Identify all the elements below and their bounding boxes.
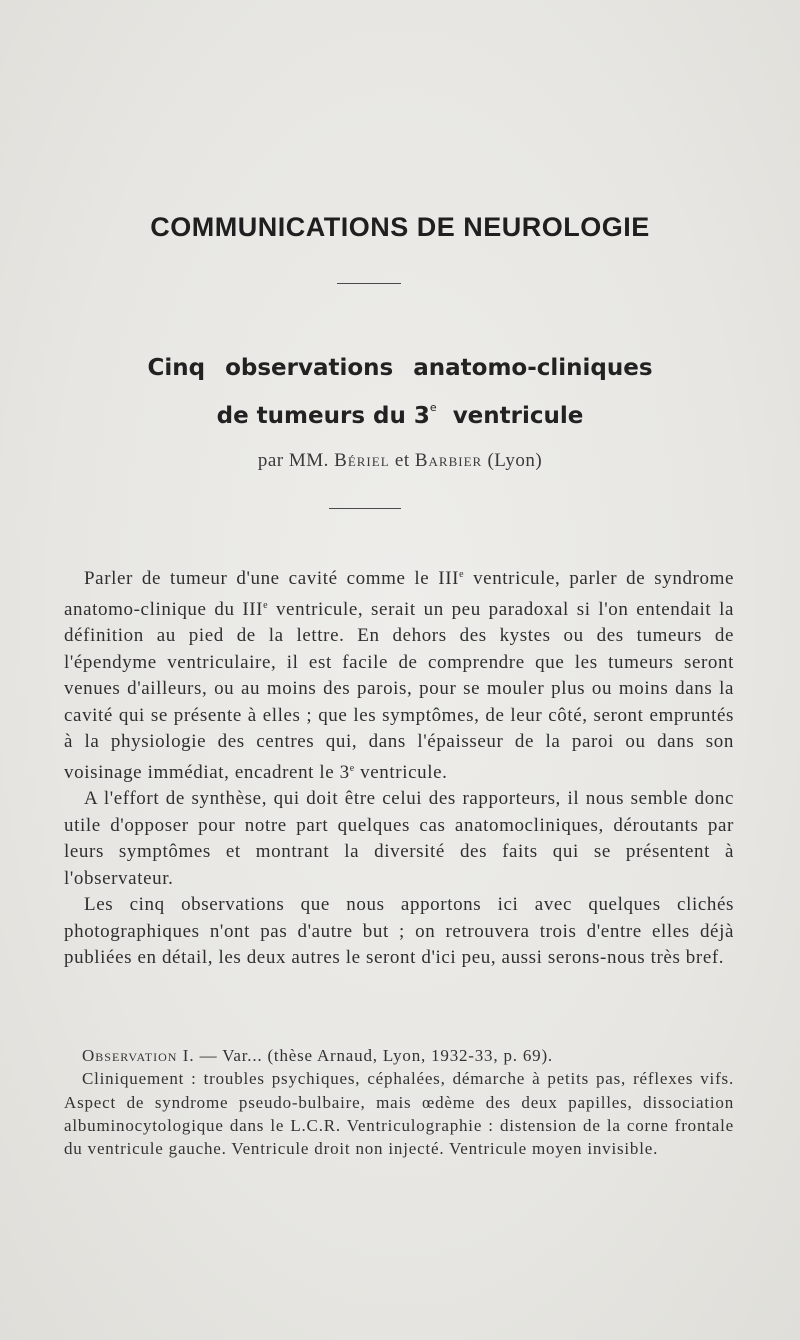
body-text (64, 562, 734, 972)
byline-prefix: par MM. (257, 450, 329, 471)
observation-body: Cliniquement : troubles psychiques, céphalées, démarche à petits pas, réflexes vifs. Aspect de syndrome pseudo-bulbaire, mais œdème des deux papilles, dissociation albuminocytologique dans le L.C.R. Ventriculographie : distension de la corne frontale du ventricule gauche. Ventricule droit non injecté. Ventricule moyen invisible. (64, 1069, 734, 1159)
title-word: anatomo-cliniques (413, 355, 653, 381)
byline-location: (Lyon) (487, 450, 543, 471)
title-line-2-end: ventricule (452, 403, 584, 429)
ordinal-superscript: e (349, 762, 355, 774)
section-heading: COMMUNICATIONS DE NEUROLOGIE (150, 212, 650, 242)
ordinal-superscript: e (263, 599, 269, 611)
author-name: Bériel (334, 450, 390, 471)
observation-label: Observation I. (82, 1046, 195, 1065)
observation-reference: Var... (thèse Arnaud, Lyon, 1932-33, p. 69). (222, 1046, 553, 1065)
paragraph: Parler de tumeur d'une cavité comme le IIIe ventricule, parler de syndrome anatomo-clinique du IIIe ventricule, serait un peu paradoxal si l'on entendait la définition au pied de la lettre. En dehors des kystes ou des tumeurs de l'épendyme ventriculaire, il est facile de comprendre que les tumeurs seront venues d'ailleurs, ou au moins des parois, pour se mouler plus ou moins dans la cavité qui se présente à elles ; que les symptômes, de leur côté, seront empruntés à la physiologie des centres qui, dans l'épaisseur de la paroi ou dans son voisinage immédiat, encadrent le 3e ventricule. (64, 568, 734, 783)
title-word: Cinq (147, 355, 206, 381)
divider-rule (337, 283, 401, 284)
paragraph: Les cinq observations que nous apportons ici avec quelques clichés photographiques n'ont pas d'autre but ; on retrouvera trois d'entre elles déjà publiées en détail, les deux autres le seront d'ici peu, aussi serons-nous très bref. (64, 894, 734, 968)
byline-conjunction: et (394, 450, 410, 471)
article-title (0, 348, 800, 436)
paragraph: A l'effort de synthèse, qui doit être celui des rapporteurs, il nous semble donc utile d'opposer pour notre part quelques cas anatomocliniques, déroutants par leurs symptômes et montrant la diversité des faits qui se présentent à l'observateur. (64, 788, 734, 889)
title-line-2-text: de tumeurs du 3 (216, 403, 430, 429)
ordinal-superscript: e (459, 569, 465, 580)
observation-section (64, 1044, 734, 1160)
observation-header: Observation I. — Var... (thèse Arnaud, Lyon, 1932-33, p. 69). (82, 1046, 553, 1065)
author-name: Barbier (414, 450, 483, 471)
byline (0, 450, 800, 472)
divider-rule (329, 508, 401, 509)
title-word: observations (225, 355, 394, 381)
ordinal-superscript: e (429, 401, 437, 414)
